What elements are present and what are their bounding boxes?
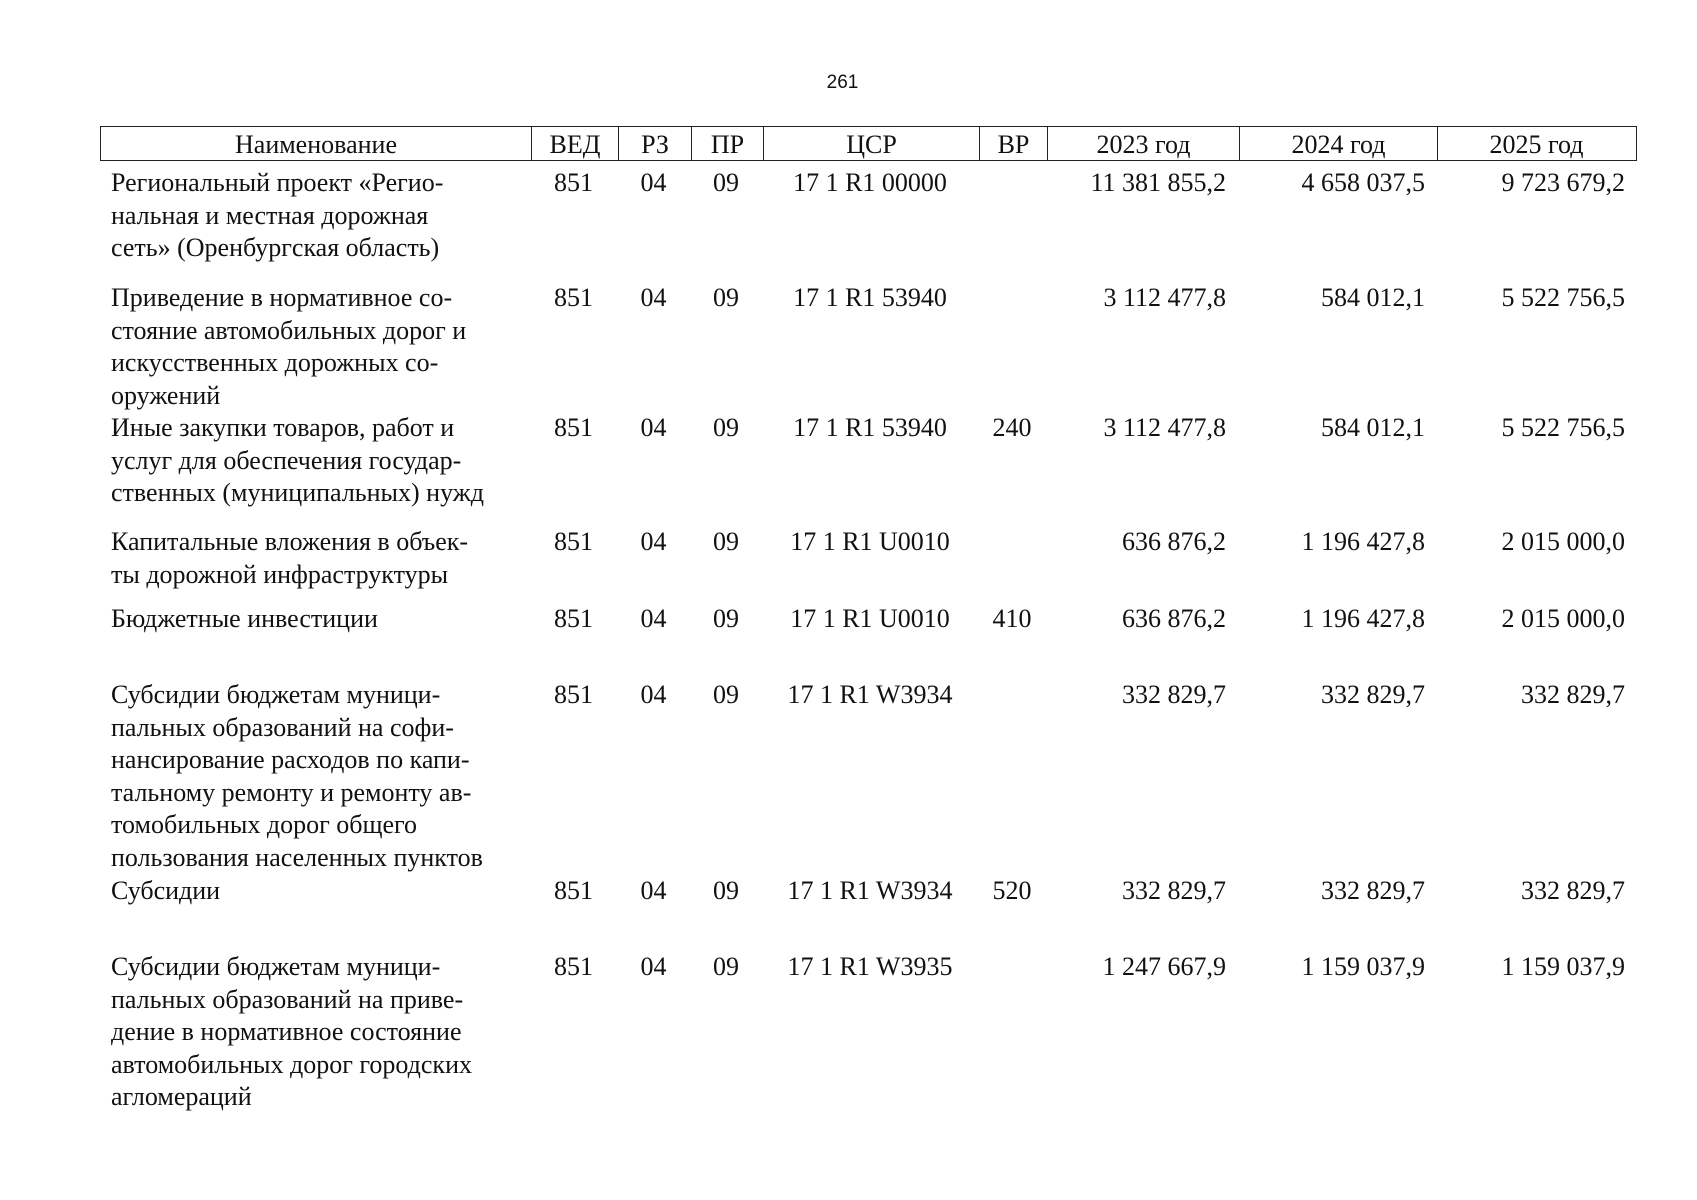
cell-name: Приведение в нормативное со- стояние автомобильных дорог и искусственных дорожных со- оружений xyxy=(111,283,467,410)
cell-name: Иные закупки товаров, работ и услуг для обеспечения государ- ственных (муниципальных) нужд xyxy=(111,413,484,508)
cell-ved: 851 xyxy=(554,680,593,709)
cell-name: Бюджетные инвестиции xyxy=(111,604,378,633)
cell-csr: 17 1 R1 53940 xyxy=(793,413,947,442)
cell-y2023: 3 112 477,8 xyxy=(1103,283,1226,312)
cell-rz: 04 xyxy=(640,952,667,981)
cell-y2023: 636 876,2 xyxy=(1122,527,1226,556)
cell-vr: 410 xyxy=(992,604,1032,633)
cell-y2025: 2 015 000,0 xyxy=(1501,527,1625,556)
cell-y2025: 332 829,7 xyxy=(1521,680,1625,709)
cell-pr: 09 xyxy=(713,876,739,905)
cell-rz: 04 xyxy=(640,168,667,197)
cell-y2023: 332 829,7 xyxy=(1122,876,1226,905)
cell-y2025: 2 015 000,0 xyxy=(1501,604,1625,633)
header-rz: РЗ xyxy=(618,127,691,160)
cell-y2024: 332 829,7 xyxy=(1321,876,1425,905)
cell-y2024: 1 159 037,9 xyxy=(1301,952,1425,981)
cell-rz: 04 xyxy=(640,604,667,633)
header-2023: 2023 год xyxy=(1047,127,1239,160)
cell-pr: 09 xyxy=(713,604,739,633)
cell-name: Субсидии бюджетам муници- пальных образований на приве- дение в нормативное состояние автомобильных дорог городских агломераций xyxy=(111,952,472,1112)
cell-rz: 04 xyxy=(640,283,667,312)
cell-csr: 17 1 R1 53940 xyxy=(793,283,947,312)
cell-y2025: 5 522 756,5 xyxy=(1501,413,1625,442)
cell-csr: 17 1 R1 U0010 xyxy=(790,527,950,556)
cell-y2025: 9 723 679,2 xyxy=(1501,168,1625,197)
cell-y2023: 1 247 667,9 xyxy=(1102,952,1226,981)
cell-ved: 851 xyxy=(554,604,593,633)
cell-ved: 851 xyxy=(554,527,593,556)
header-2025: 2025 год xyxy=(1437,127,1635,160)
cell-y2023: 636 876,2 xyxy=(1122,604,1226,633)
cell-name: Субсидии xyxy=(111,876,221,905)
cell-csr: 17 1 R1 W3935 xyxy=(787,952,953,981)
cell-csr: 17 1 R1 W3934 xyxy=(787,876,953,905)
cell-pr: 09 xyxy=(713,527,739,556)
cell-y2024: 584 012,1 xyxy=(1321,283,1425,312)
cell-rz: 04 xyxy=(640,527,667,556)
cell-y2025: 332 829,7 xyxy=(1521,876,1625,905)
header-vr: ВР xyxy=(979,127,1047,160)
cell-name: Региональный проект «Регио- нальная и местная дорожная сеть» (Оренбургская область) xyxy=(111,168,444,263)
cell-csr: 17 1 R1 U0010 xyxy=(790,604,950,633)
cell-rz: 04 xyxy=(640,413,667,442)
cell-y2023: 3 112 477,8 xyxy=(1103,413,1226,442)
cell-csr: 17 1 R1 00000 xyxy=(793,168,947,197)
cell-ved: 851 xyxy=(554,876,593,905)
cell-y2023: 11 381 855,2 xyxy=(1090,168,1226,197)
header-2024: 2024 год xyxy=(1239,127,1437,160)
cell-rz: 04 xyxy=(640,876,667,905)
cell-ved: 851 xyxy=(554,952,593,981)
cell-y2024: 332 829,7 xyxy=(1321,680,1425,709)
cell-ved: 851 xyxy=(554,413,593,442)
header-ved: ВЕД xyxy=(531,127,618,160)
cell-pr: 09 xyxy=(713,952,739,981)
cell-y2024: 584 012,1 xyxy=(1321,413,1425,442)
cell-vr: 520 xyxy=(992,876,1032,905)
page-number: 261 xyxy=(826,72,859,93)
header-csr: ЦСР xyxy=(763,127,979,160)
cell-y2024: 1 196 427,8 xyxy=(1301,527,1425,556)
cell-pr: 09 xyxy=(713,168,739,197)
cell-rz: 04 xyxy=(640,680,667,709)
table-header xyxy=(100,126,1637,161)
cell-y2023: 332 829,7 xyxy=(1122,680,1226,709)
cell-y2024: 4 658 037,5 xyxy=(1301,168,1425,197)
cell-pr: 09 xyxy=(713,283,739,312)
header-name: Наименование xyxy=(235,130,397,159)
cell-ved: 851 xyxy=(554,168,593,197)
cell-name: Субсидии бюджетам муници- пальных образований на софи- нансирование расходов по капи- тальному ремонту и ремонту ав- томобильных дорог общего пользования населенных пунктов xyxy=(111,680,483,872)
cell-y2024: 1 196 427,8 xyxy=(1301,604,1425,633)
header-pr: ПР xyxy=(691,127,763,160)
cell-vr: 240 xyxy=(992,413,1032,442)
cell-ved: 851 xyxy=(554,283,593,312)
cell-pr: 09 xyxy=(713,413,739,442)
cell-csr: 17 1 R1 W3934 xyxy=(787,680,953,709)
cell-y2025: 1 159 037,9 xyxy=(1501,952,1625,981)
cell-name: Капитальные вложения в объек- ты дорожной инфраструктуры xyxy=(111,527,469,589)
cell-y2025: 5 522 756,5 xyxy=(1501,283,1625,312)
cell-pr: 09 xyxy=(713,680,739,709)
